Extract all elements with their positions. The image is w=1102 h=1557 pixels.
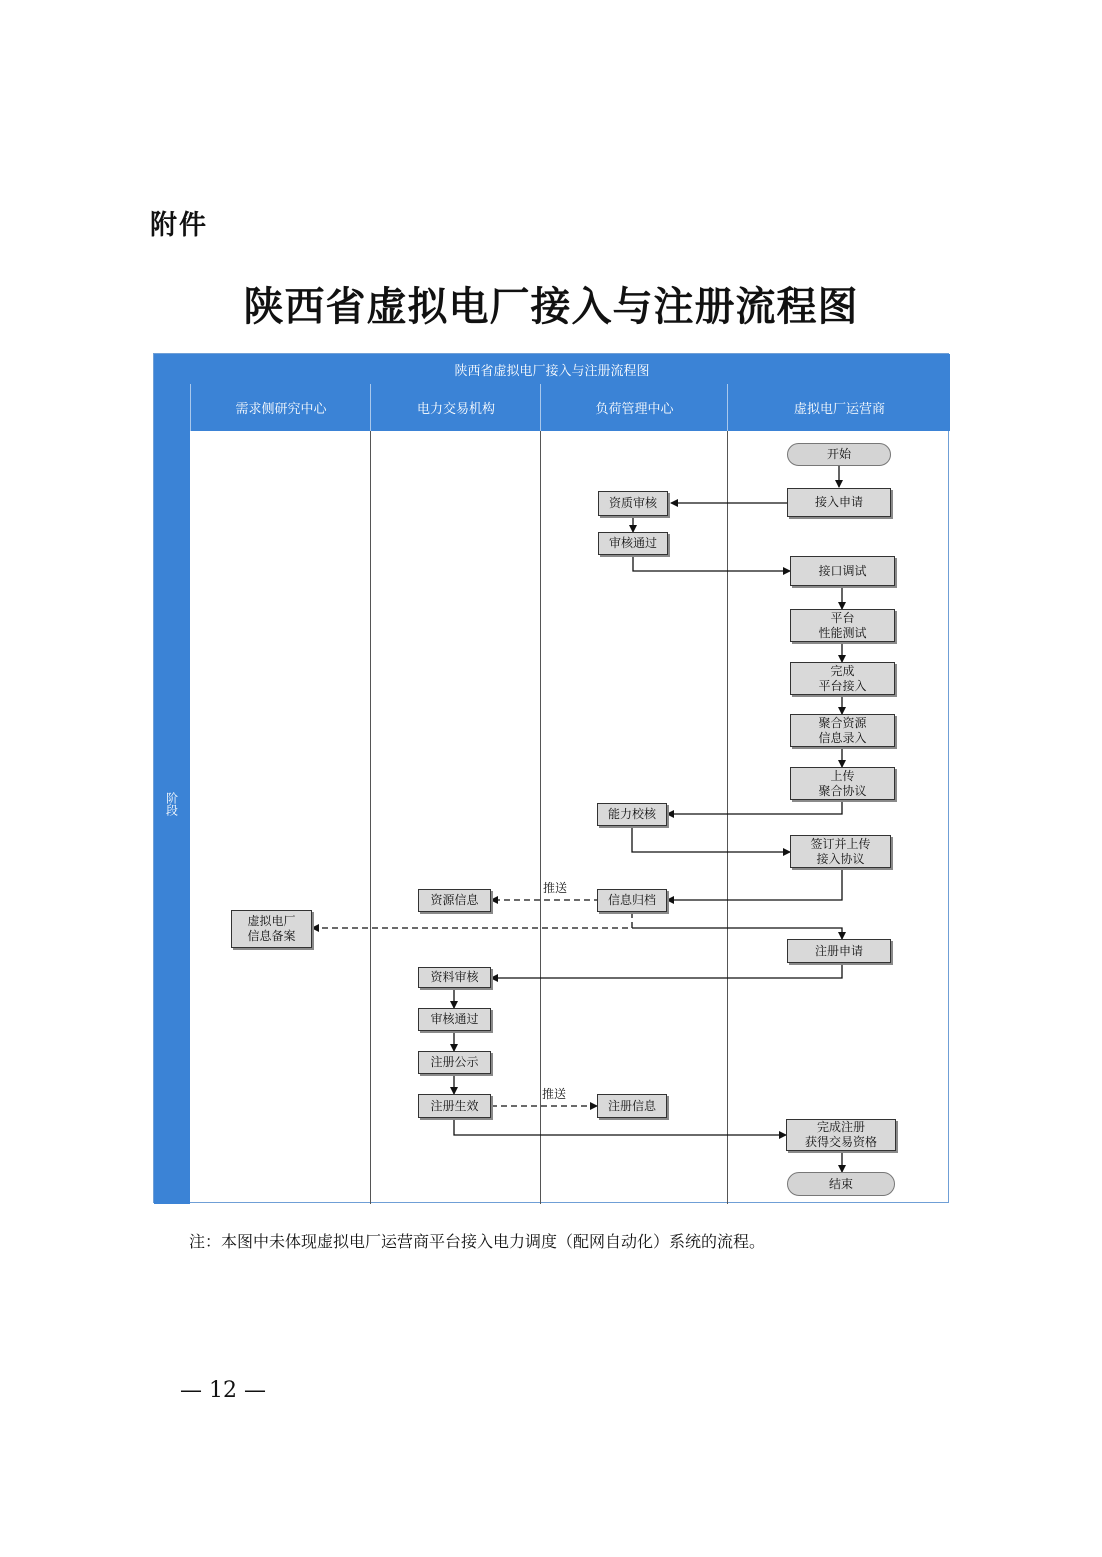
edge-effective-to-complete [454,1118,786,1135]
lane-header-trading-center: 电力交易机构 [370,384,541,431]
edge-register-to-material [491,963,842,978]
node-review-passed-2: 审核通过 [418,1008,491,1031]
node-resource-info: 资源信息 [418,889,491,912]
lane-header-demand-research: 需求侧研究中心 [190,384,371,431]
node-register-publicity: 注册公示 [418,1051,491,1074]
chart-banner: 陕西省虚拟电厂接入与注册流程图 [154,354,950,384]
page-number: — 12 — [180,1378,266,1403]
node-capability-check: 能力校核 [597,803,667,826]
node-register-apply: 注册申请 [787,939,891,963]
edge-passed-to-debug [633,555,790,571]
edge-capability-to-sign [632,826,790,852]
swimlane-flowchart [153,353,949,1203]
stage-label: 阶段 [164,792,179,816]
node-start: 开始 [787,443,891,466]
edge-label-push: 推送 [542,1087,567,1101]
node-register-info: 注册信息 [597,1094,667,1118]
edge-archive-to-register [632,928,842,939]
node-complete-access: 完成 平台接入 [790,662,895,695]
node-register-effective: 注册生效 [418,1094,491,1118]
node-resource-entry: 聚合资源 信息录入 [790,714,895,747]
node-sign-upload: 签订并上传 接入协议 [790,835,891,868]
node-platform-test: 平台 性能测试 [790,609,895,642]
attachment-label: 附件 [150,210,208,241]
edge-archive-to-filing [312,912,632,928]
footnote: 注：本图中未体现虚拟电厂运营商平台接入电力调度（配网自动化）系统的流程。 [189,1232,766,1251]
edge-upload-to-capability [667,800,842,814]
node-info-archive: 信息归档 [597,889,667,912]
edge-label-push: 推送 [543,881,568,895]
node-qualification-review: 资质审核 [598,491,668,516]
node-review-passed-1: 审核通过 [598,532,668,555]
node-complete-register: 完成注册 获得交易资格 [786,1119,896,1151]
lane-header-load-management: 负荷管理中心 [540,384,728,431]
node-interface-debug: 接口调试 [790,556,895,586]
page-title: 陕西省虚拟电厂接入与注册流程图 [243,283,859,330]
edge-sign-to-archive [667,868,842,900]
node-vpp-filing: 虚拟电厂 信息备案 [231,910,312,948]
lane-header-vpp-operator: 虚拟电厂运营商 [727,384,951,431]
node-material-review: 资料审核 [418,967,491,988]
node-apply-access: 接入申请 [787,488,891,517]
node-upload-agreement: 上传 聚合协议 [790,767,895,800]
node-end: 结束 [787,1172,895,1196]
